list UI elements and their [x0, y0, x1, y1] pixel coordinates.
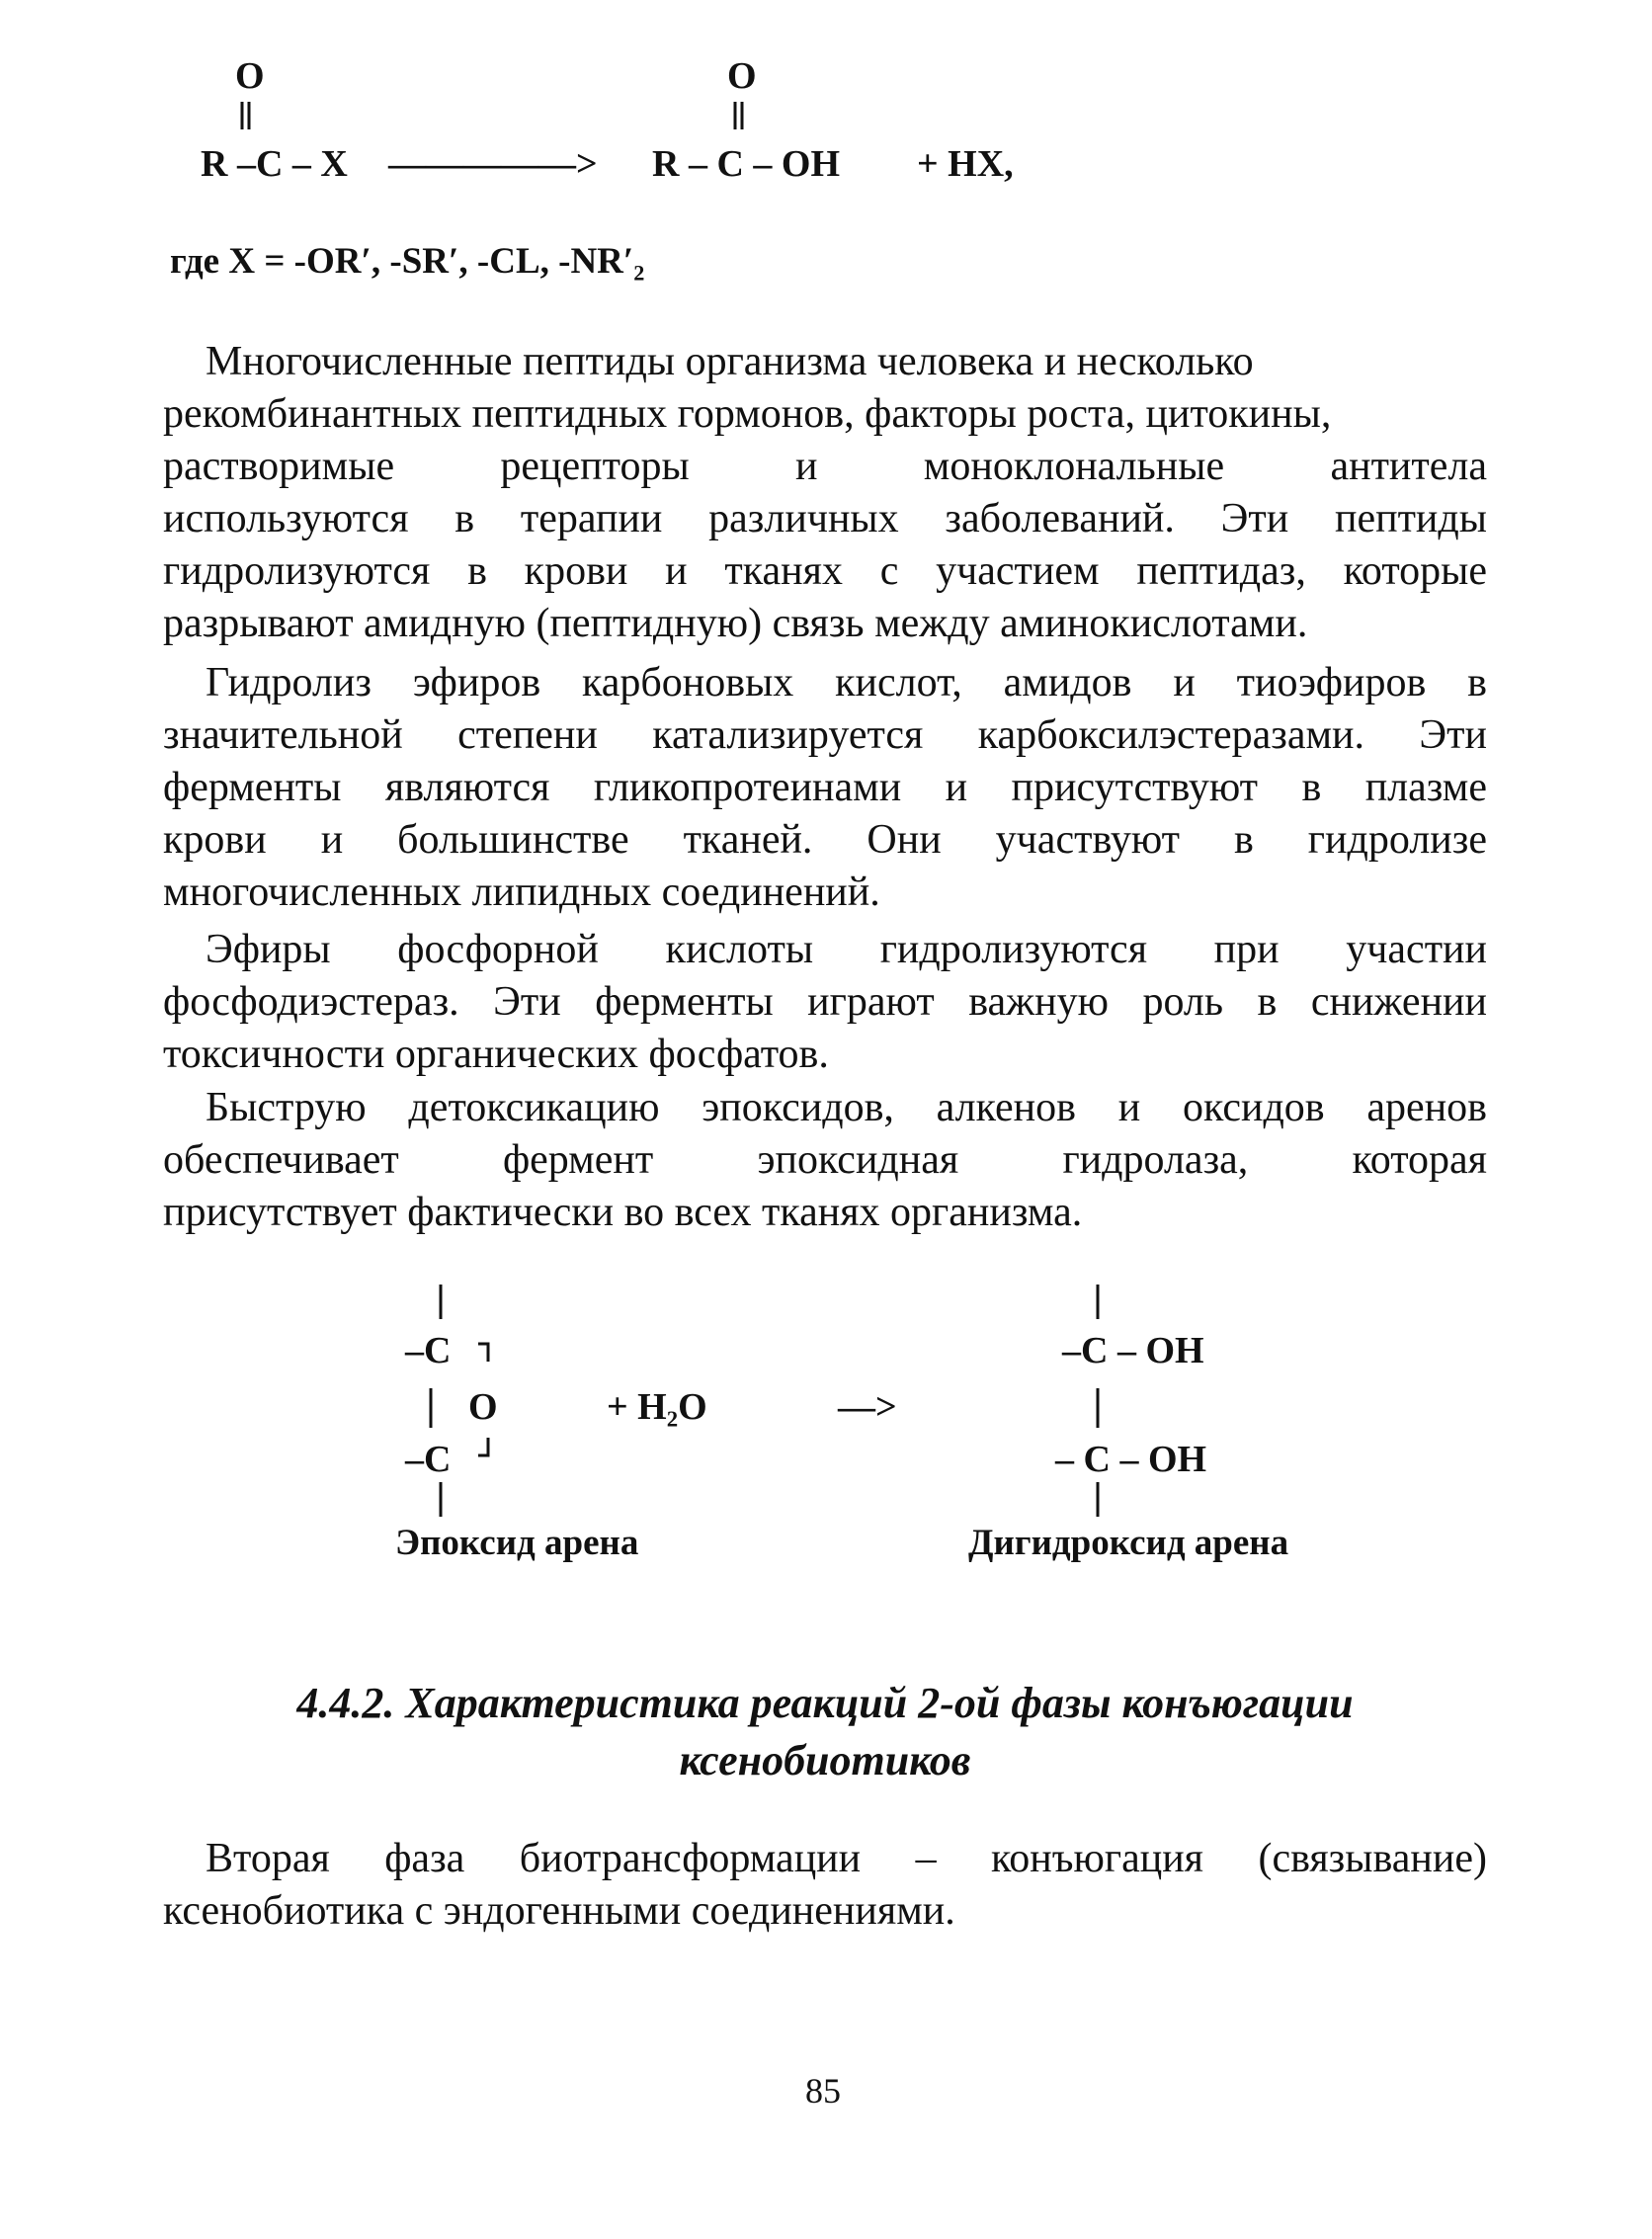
reaction-arrow: —————>: [388, 143, 598, 185]
section-heading-line-1: 4.4.2. Характеристика реакций 2-ой фазы конъюгации: [296, 1679, 1354, 1727]
water: + H₂O: [607, 1386, 707, 1428]
text-line: многочисленных липидных соединений.: [163, 870, 880, 915]
paragraph-conjugation: [163, 1833, 1487, 1938]
carbon-bottom-right: – C – OH: [1055, 1439, 1207, 1480]
byproduct: + HX,: [917, 143, 1014, 185]
reaction-arrow-2: —>: [838, 1386, 897, 1428]
section-heading: [163, 1675, 1487, 1789]
text-line: Многочисленные пептиды организма человека и несколько: [206, 339, 1254, 384]
section-heading-line-2: ксенобиотиков: [679, 1736, 971, 1784]
page-number: 85: [805, 2071, 841, 2111]
text-line: ксенобиотика с эндогенными соединениями.: [163, 1888, 955, 1934]
ring-oxygen: O: [468, 1386, 498, 1428]
text-line: фосфодиэстераз. Эти ферменты играют важную роль в снижении: [163, 979, 1487, 1025]
text-line: Гидролиз эфиров карбоновых кислот, амидов и тиоэфиров в: [206, 660, 1487, 705]
product: R – C – OH: [652, 143, 840, 185]
text-line: крови и большинстве тканей. Они участвуют в гидролизе: [163, 817, 1487, 863]
oxygen-right: O: [727, 55, 757, 97]
text-line: гидролизуются в крови и тканях с участием пептидаз, которые: [163, 548, 1487, 594]
label-arene-dihydroxide: Дигидроксид арена: [968, 1523, 1289, 1563]
text-line: значительной степени катализируется карбоксилэстеразами. Эти: [163, 712, 1487, 758]
text-line: рекомбинантных пептидных гормонов, факторы роста, цитокины,: [163, 391, 1332, 437]
text-line: Эфиры фосфорной кислоты гидролизуются при участии: [206, 927, 1487, 972]
reactant: R –C – X: [201, 143, 348, 185]
carbon-top-right: –C – OH: [1062, 1330, 1204, 1371]
text-line: Вторая фаза биотрансформации – конъюгация (связывание): [206, 1836, 1487, 1881]
oxygen-left: O: [235, 55, 265, 97]
text-line: присутствует фактически во всех тканях организма.: [163, 1190, 1083, 1235]
substituent-definition: где X = -OR′, -SR′, -CL, -NR′₂: [170, 241, 645, 282]
label-arene-epoxide: Эпоксид арена: [395, 1523, 639, 1563]
text-line: используются в терапии различных заболеваний. Эти пептиды: [163, 496, 1487, 541]
carbon-top-left: –C: [405, 1330, 452, 1371]
text-line: разрывают амидную (пептидную) связь между аминокислотами.: [163, 601, 1308, 646]
text-line: токсичности органических фосфатов.: [163, 1032, 829, 1077]
text-line: растворимые рецепторы и моноклональные антитела: [163, 444, 1487, 489]
text-line: Быструю детоксикацию эпоксидов, алкенов и оксидов аренов: [206, 1085, 1487, 1130]
text-line: обеспечивает фермент эпоксидная гидролаза, которая: [163, 1137, 1487, 1183]
carbon-bottom-left: –C: [405, 1439, 452, 1480]
text-line: ферменты являются гликопротеинами и присутствуют в плазме: [163, 765, 1487, 810]
